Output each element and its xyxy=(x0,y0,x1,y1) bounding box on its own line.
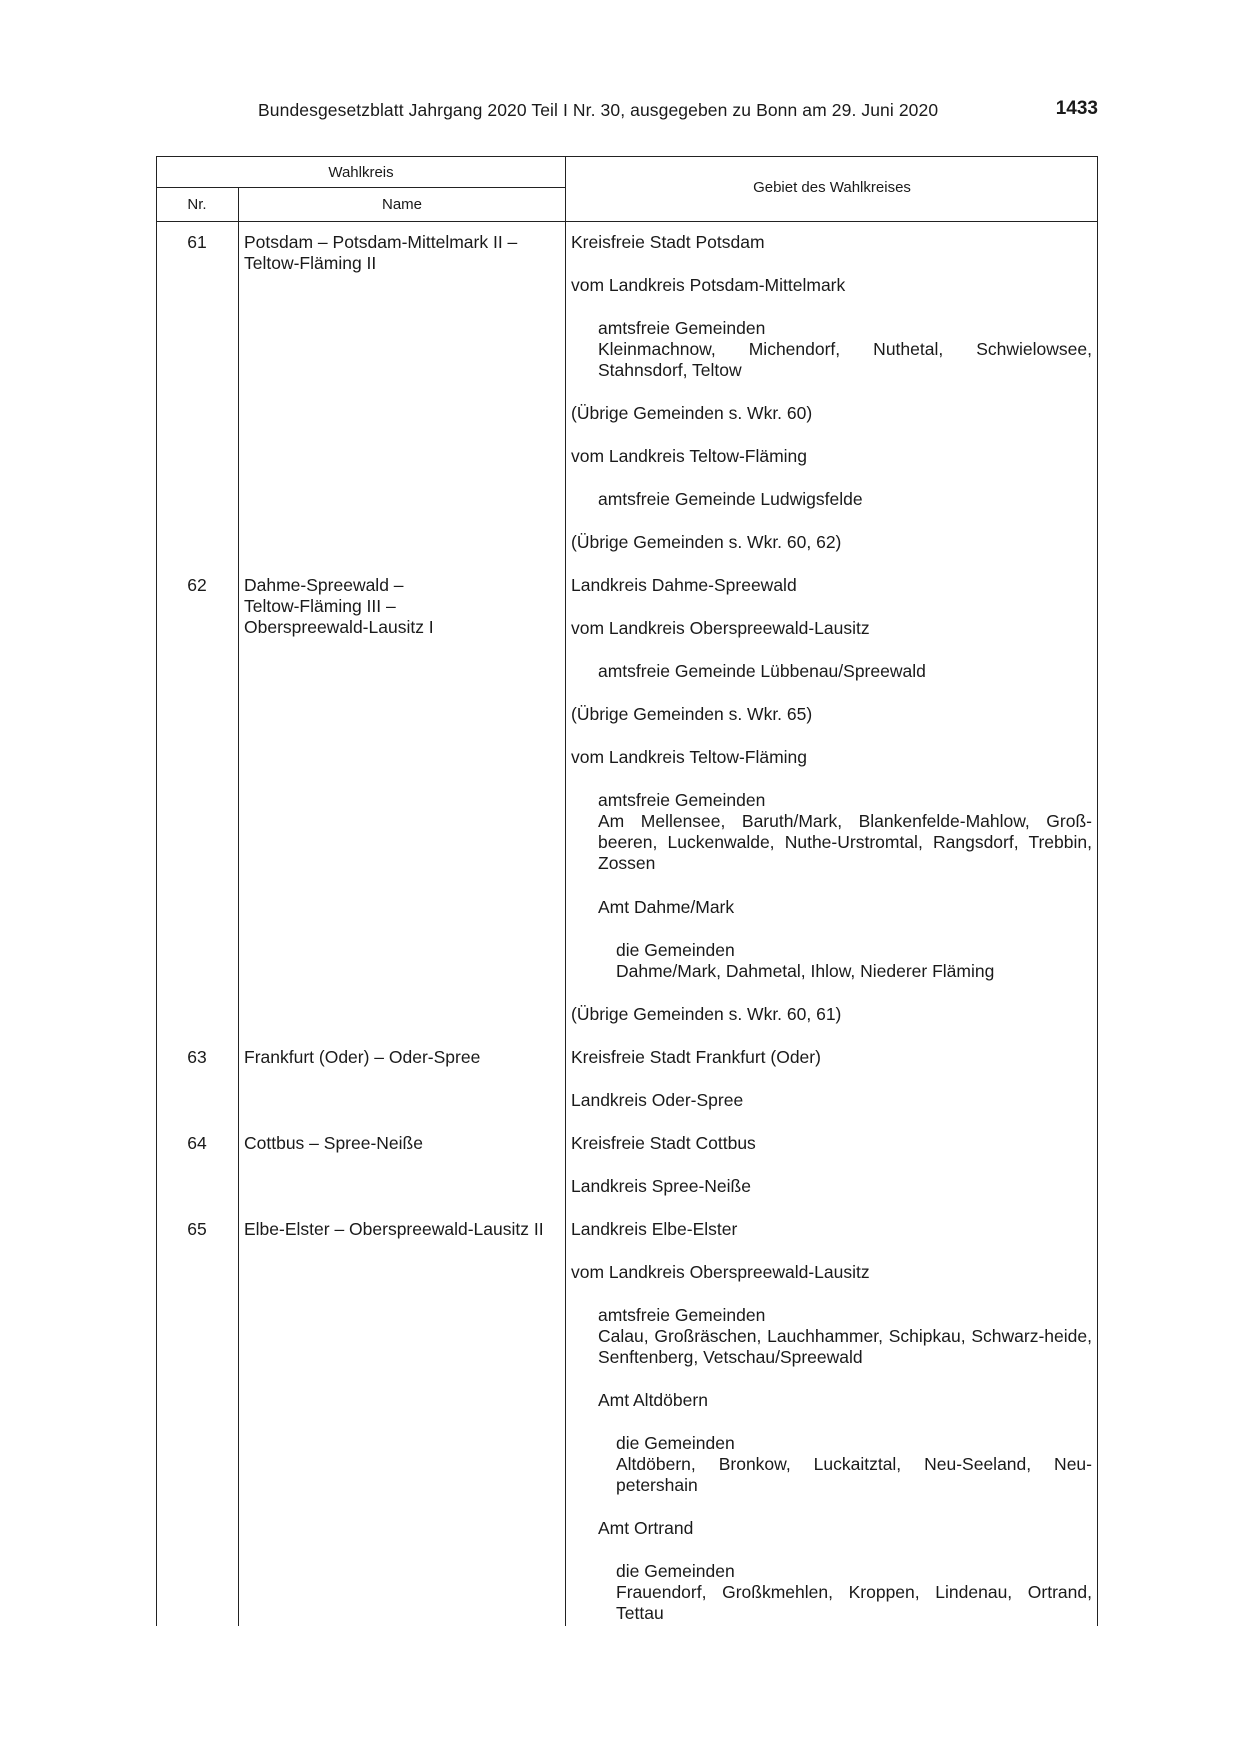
header-wahlkreis: Wahlkreis xyxy=(328,164,394,181)
row-65-line-4: Calau, Großräschen, Lauchhammer, Schipkau, Schwarz-heide, Senftenberg, Vetschau/Spreewald xyxy=(598,1326,1092,1367)
row-62-line-3: amtsfreie Gemeinde Lübbenau/Spreewald xyxy=(598,661,926,681)
row-61-line-3: amtsfreie Gemeinden xyxy=(598,318,766,338)
row-62-line-5: vom Landkreis Teltow-Fläming xyxy=(571,747,808,767)
row-65-nr: 65 xyxy=(187,1219,207,1239)
row-62-line-4: (Übrige Gemeinden s. Wkr. 65) xyxy=(571,704,813,724)
row-62-line-8: Amt Dahme/Mark xyxy=(598,897,735,917)
row-65-line-1: Landkreis Elbe-Elster xyxy=(571,1219,738,1239)
table-top-rule xyxy=(156,156,1098,157)
row-61-line-6: vom Landkreis Teltow-Fläming xyxy=(571,446,808,466)
row-64-line-2: Landkreis Spree-Neiße xyxy=(571,1176,751,1196)
nr-name-divider xyxy=(238,187,239,1626)
row-61-line-5: (Übrige Gemeinden s. Wkr. 60) xyxy=(571,403,813,423)
row-65-line-9: die Gemeinden xyxy=(616,1561,735,1581)
row-63-nr: 63 xyxy=(187,1047,207,1067)
row-62-line-6: amtsfreie Gemeinden xyxy=(598,790,766,810)
row-61-line-8: (Übrige Gemeinden s. Wkr. 60, 62) xyxy=(571,532,842,552)
row-65-line-3: amtsfreie Gemeinden xyxy=(598,1305,766,1325)
row-62-line-11: (Übrige Gemeinden s. Wkr. 60, 61) xyxy=(571,1004,842,1024)
row-62-nr: 62 xyxy=(187,575,207,595)
page-number: 1433 xyxy=(1055,98,1098,119)
row-62-line-10: Dahme/Mark, Dahmetal, Ihlow, Niederer Fläming xyxy=(616,961,995,981)
row-65-line-2: vom Landkreis Oberspreewald-Lausitz xyxy=(571,1262,870,1282)
row-63-line-2: Landkreis Oder-Spree xyxy=(571,1090,744,1110)
row-63-line-1: Kreisfreie Stadt Frankfurt (Oder) xyxy=(571,1047,821,1067)
row-61-line-1: Kreisfreie Stadt Potsdam xyxy=(571,232,765,252)
row-61-line-4: Kleinmachnow, Michendorf, Nuthetal, Schwielowsee, Stahnsdorf, Teltow xyxy=(598,339,1092,380)
running-head: Bundesgesetzblatt Jahrgang 2020 Teil I Nr. 30, ausgegeben zu Bonn am 29. Juni 2020 xyxy=(258,100,939,120)
row-61-line-7: amtsfreie Gemeinde Ludwigsfelde xyxy=(598,489,863,509)
row-64-nr: 64 xyxy=(187,1133,207,1153)
row-63-name: Frankfurt (Oder) – Oder-Spree xyxy=(244,1047,481,1067)
row-62-line-1: Landkreis Dahme-Spreewald xyxy=(571,575,797,595)
name-area-divider xyxy=(565,156,566,1626)
header-nr: Nr. xyxy=(187,196,207,213)
row-65-line-8: Amt Ortrand xyxy=(598,1518,694,1538)
row-62-line-7: Am Mellensee, Baruth/Mark, Blankenfelde-Mahlow, Groß-beeren, Luckenwalde, Nuthe-Urstromtal, Rangsdorf, Trebbin, Zossen xyxy=(598,811,1092,873)
table-right-rule-body xyxy=(1097,222,1098,1626)
row-62-line-9: die Gemeinden xyxy=(616,940,735,960)
row-65-line-6: die Gemeinden xyxy=(616,1433,735,1453)
row-61-name: Potsdam – Potsdam-Mittelmark II – Teltow-Fläming II xyxy=(244,232,518,273)
constituency-table xyxy=(156,156,1098,1626)
row-65-line-10: Frauendorf, Großkmehlen, Kroppen, Lindenau, Ortrand, Tettau xyxy=(616,1582,1092,1623)
header-gebiet: Gebiet des Wahlkreises xyxy=(753,179,911,196)
row-64-name: Cottbus – Spree-Neiße xyxy=(244,1133,423,1153)
row-65-line-7: Altdöbern, Bronkow, Luckaitztal, Neu-Seeland, Neu-petershain xyxy=(616,1454,1092,1495)
header-name: Name xyxy=(381,196,422,213)
row-65-line-5: Amt Altdöbern xyxy=(598,1390,708,1410)
row-62-name: Dahme-Spreewald – Teltow-Fläming III – Oberspreewald-Lausitz I xyxy=(244,575,434,637)
row-62-line-2: vom Landkreis Oberspreewald-Lausitz xyxy=(571,618,870,638)
row-65-name: Elbe-Elster – Oberspreewald-Lausitz II xyxy=(244,1219,544,1239)
table-left-rule xyxy=(156,156,157,1626)
row-61-line-2: vom Landkreis Potsdam-Mittelmark xyxy=(571,275,846,295)
row-61-nr: 61 xyxy=(187,232,207,252)
row-64-line-1: Kreisfreie Stadt Cottbus xyxy=(571,1133,756,1153)
header-split-rule xyxy=(156,187,566,188)
header-bottom-rule xyxy=(156,221,1098,222)
